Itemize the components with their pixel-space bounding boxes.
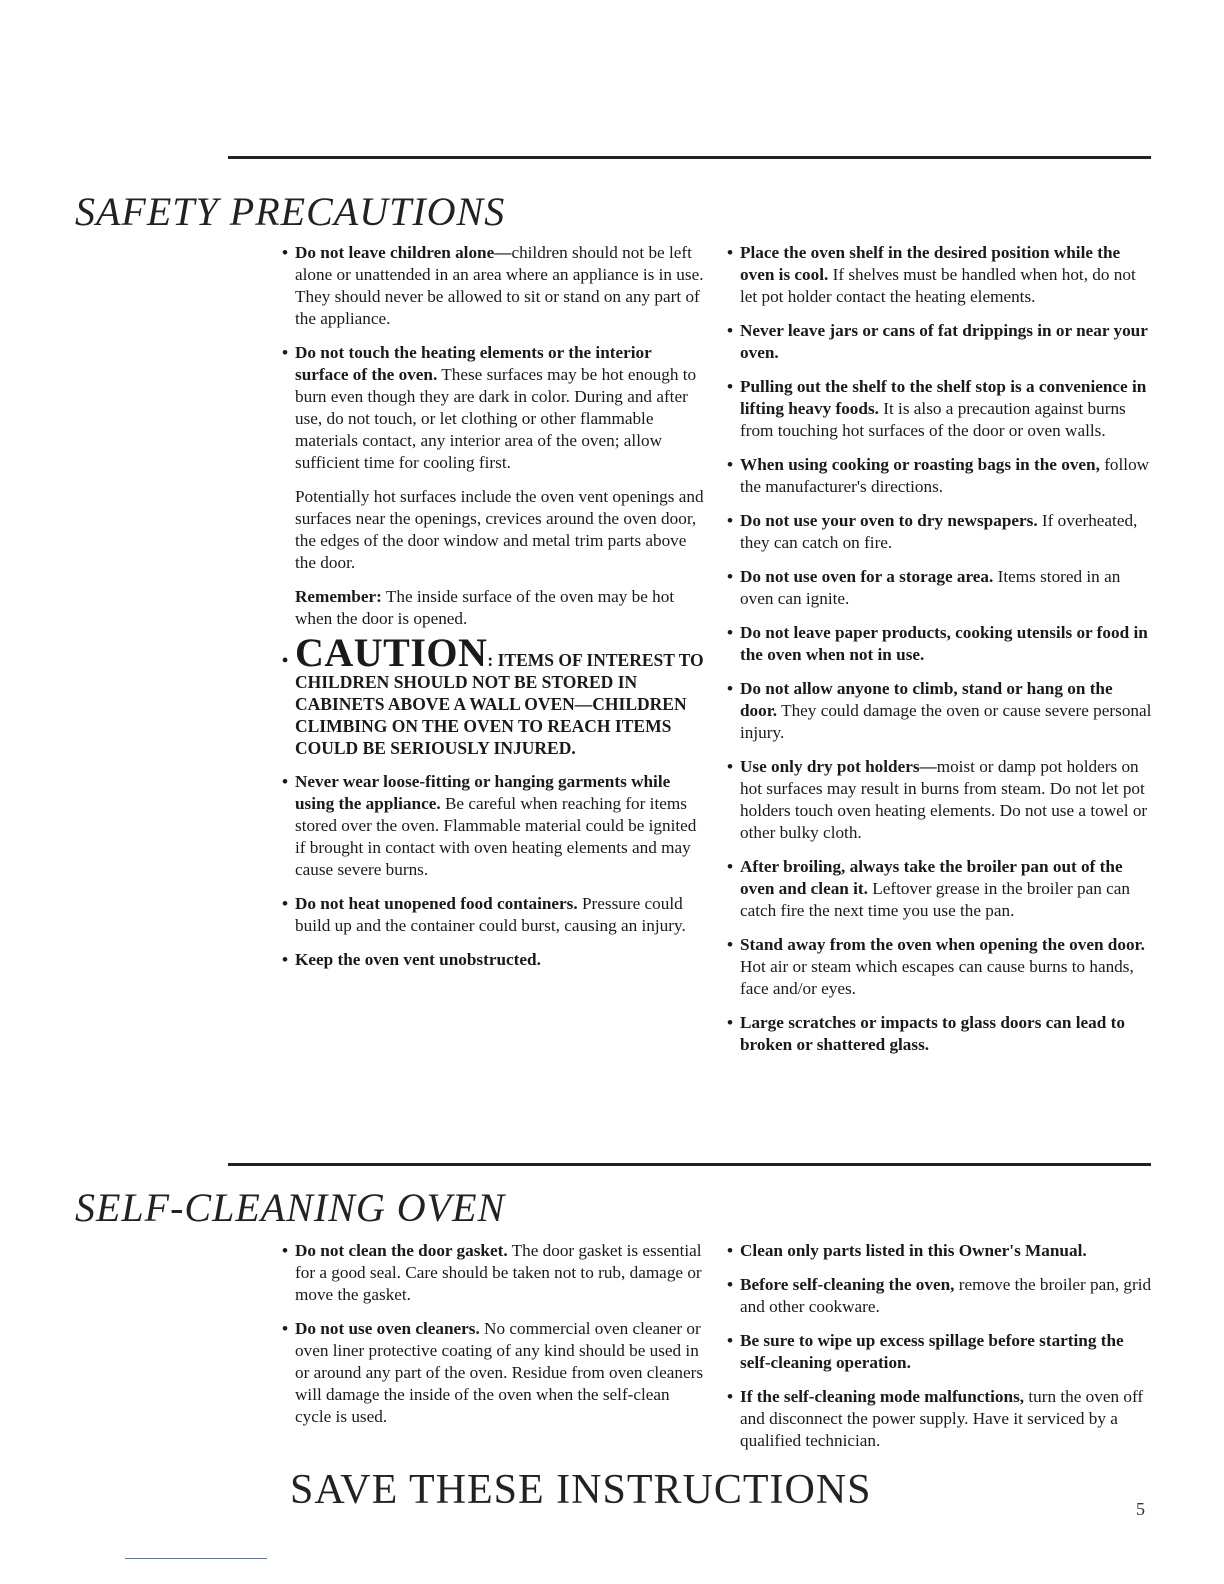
safety-item: • When using cooking or roasting bags in the oven, follow the manufacturer's directions. — [727, 454, 1152, 498]
remember-note: Remember: The inside surface of the oven may be hot when the door is opened. — [295, 587, 675, 628]
self-cleaning-title: SELF-CLEANING OVEN — [75, 1185, 506, 1230]
self-cleaning-left-column — [282, 1240, 707, 1440]
self-cleaning-item: • If the self-cleaning mode malfunctions, turn the oven off and disconnect the power supply. Have it serviced by a qualified technician. — [727, 1386, 1152, 1452]
self-cleaning-item: • Before self-cleaning the oven, remove the broiler pan, grid and other cookware. — [727, 1274, 1152, 1318]
section-rule — [228, 1163, 1151, 1166]
hot-surfaces-note: Potentially hot surfaces include the oven vent openings and surfaces near the openings, crevices around the oven door, the edges of the door window and metal trim parts above the door. — [295, 487, 704, 572]
safety-item: • Do not use your oven to dry newspapers. If overheated, they can catch on fire. — [727, 510, 1152, 554]
safety-right-column — [727, 242, 1152, 1068]
safety-item: • Do not heat unopened food containers. Pressure could build up and the container could burst, causing an injury. — [282, 893, 707, 937]
safety-item: • Do not touch the heating elements or the interior surface of the oven. These surfaces may be hot enough to burn even though they are dark in color. During and after use, do not touch, or let clothing or other flammable materials contact, any interior area of the oven; allow sufficient time for cooling first. — [282, 342, 707, 474]
self-cleaning-item: • Be sure to wipe up excess spillage before starting the self-cleaning operation. — [727, 1330, 1152, 1374]
safety-precautions-title: SAFETY PRECAUTIONS — [75, 189, 506, 234]
caution-warning: • CAUTION: ITEMS OF INTEREST TO CHILDREN SHOULD NOT BE STORED IN CABINETS ABOVE A WALL OVEN—CHILDREN CLIMBING ON THE OVEN TO REACH ITEMS COULD BE SERIOUSLY INJURED. — [282, 630, 704, 758]
safety-item: • After broiling, always take the broiler pan out of the oven and clean it. Leftover grease in the broiler pan can catch fire the next time you use the pan. — [727, 856, 1152, 922]
safety-item: • Stand away from the oven when opening the oven door. Hot air or steam which escapes can cause burns to hands, face and/or eyes. — [727, 934, 1152, 1000]
page-number: 5 — [1136, 1499, 1145, 1519]
safety-item: • Do not leave children alone—children should not be left alone or unattended in an area where an appliance is in use. They should never be allowed to sit or stand on any part of the appliance. — [282, 242, 707, 330]
safety-item: • Use only dry pot holders—moist or damp pot holders on hot surfaces may result in burns from steam. Do not let pot holders touch oven heating elements. Do not use a towel or other bulky cloth. — [727, 756, 1152, 844]
safety-item: • Never leave jars or cans of fat drippings in or near your oven. — [727, 320, 1152, 364]
top-rule — [228, 156, 1151, 159]
safety-item: • Keep the oven vent unobstructed. — [282, 949, 707, 971]
footer-line — [125, 1558, 267, 1559]
self-cleaning-item: • Do not use oven cleaners. No commercial oven cleaner or oven liner protective coating of any kind should be used in or around any part of the oven. Residue from oven cleaners will damage the inside of the oven when the self-clean cycle is used. — [282, 1318, 707, 1428]
save-instructions-heading: SAVE THESE INSTRUCTIONS — [290, 1467, 872, 1513]
safety-left-column — [282, 242, 707, 983]
safety-item: • Large scratches or impacts to glass doors can lead to broken or shattered glass. — [727, 1012, 1152, 1056]
safety-item: • Never wear loose-fitting or hanging garments while using the appliance. Be careful when reaching for items stored over the oven. Flammable material could be ignited if brought in contact with oven heating elements and may cause severe burns. — [282, 771, 707, 881]
self-cleaning-item: • Clean only parts listed in this Owner's Manual. — [727, 1240, 1152, 1262]
safety-item: • Do not use oven for a storage area. Items stored in an oven can ignite. — [727, 566, 1152, 610]
self-cleaning-right-column — [727, 1240, 1152, 1464]
self-cleaning-item: • Do not clean the door gasket. The door gasket is essential for a good seal. Care should be taken not to rub, damage or move the gasket. — [282, 1240, 707, 1306]
safety-item: • Do not allow anyone to climb, stand or hang on the door. They could damage the oven or cause severe personal injury. — [727, 678, 1152, 744]
safety-item: • Place the oven shelf in the desired position while the oven is cool. If shelves must be handled when hot, do not let pot holder contact the heating elements. — [727, 242, 1152, 308]
safety-item: • Pulling out the shelf to the shelf stop is a convenience in lifting heavy foods. It is also a precaution against burns from touching hot surfaces of the door or oven walls. — [727, 376, 1152, 442]
safety-item: • Do not leave paper products, cooking utensils or food in the oven when not in use. — [727, 622, 1152, 666]
